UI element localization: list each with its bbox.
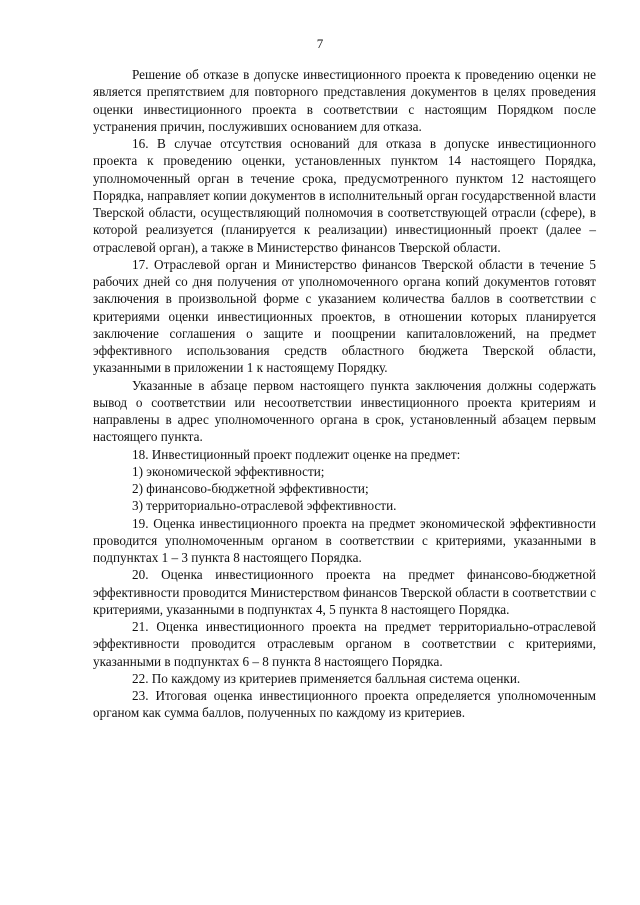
paragraph-refusal-note: Решение об отказе в допуске инвестиционного проекта к проведению оценки не является препятствием для повторного представления документов в целях проведения оценки инвестиционного проекта в соответствии с настоящим Порядком после устранения причин, послуживших основанием для отказа. — [93, 67, 596, 134]
list-item-budget: 2) финансово-бюджетной эффективности; — [132, 481, 369, 496]
paragraph-item-17-conclusions: Указанные в абзаце первом настоящего пункта заключения должны содержать вывод о соответствии или несоответствии инвестиционного проекта критериям и направлены в адрес уполномоченного органа в срок, установленный абзацем первым настоящего пункта. — [93, 377, 596, 445]
paragraph-item-23: 23. Итоговая оценка инвестиционного проекта определяется уполномоченным органом как сумма баллов, полученных по каждому из критериев. — [93, 688, 596, 721]
paragraph-item-21: 21. Оценка инвестиционного проекта на предмет территориально-отраслевой эффективности проводится отраслевым органом в соответствии с критериями, указанными в подпунктах 6 – 8 пункта 8 настоящего Порядка. — [93, 619, 596, 669]
list-item-territorial: 3) территориально-отраслевой эффективности. — [132, 498, 397, 514]
paragraph-item-16: 16. В случае отсутствия оснований для отказа в допуске инвестиционного проекта к проведению оценки, установленных пунктом 14 настоящего Порядка, уполномоченный орган в течение срока, предусмотренного пунктом 12 настоящего Порядка, направляет копии документов в исполнительный орган государственной власти Тверской области, осуществляющий полномочия в соответствующей отрасли (сфере), в которой реализуется (планируется к реализации) инвестиционный проект (далее – отраслевой орган), а также в Министерство финансов Тверской области. — [93, 136, 596, 255]
paragraph-item-20: 20. Оценка инвестиционного проекта на предмет финансово-бюджетной эффективности проводится Министерством финансов Тверской области в соответствии с критериями, указанными в подпунктах 4, 5 пункта 8 настоящего Порядка. — [93, 567, 596, 617]
document-body — [93, 66, 596, 722]
paragraph-item-19: 19. Оценка инвестиционного проекта на предмет экономической эффективности проводится уполномоченным органом в соответствии с критериями, указанными в подпунктах 1 – 3 пункта 8 настоящего Порядка. — [93, 515, 596, 565]
list-item-economic: 1) экономической эффективности; — [132, 463, 325, 479]
paragraph-item-22: 22. По каждому из критериев применяется балльная система оценки. — [132, 670, 521, 686]
paragraph-item-17: 17. Отраслевой орган и Министерство финансов Тверской области в течение 5 рабочих дней со дня получения от уполномоченного органа копий документов готовят заключения в произвольной форме с указанием количества баллов в соответствии с критериями оценки инвестиционных проектов, в отношении которых планируется заключение соглашения о защите и поощрении капиталовложений, на предмет эффективного использования средств областного бюджета Тверской области, указанными в приложении 1 к настоящему Порядку. — [93, 256, 596, 376]
paragraph-item-18: 18. Инвестиционный проект подлежит оценке на предмет: — [132, 446, 461, 462]
page-number: 7 — [316, 36, 324, 51]
